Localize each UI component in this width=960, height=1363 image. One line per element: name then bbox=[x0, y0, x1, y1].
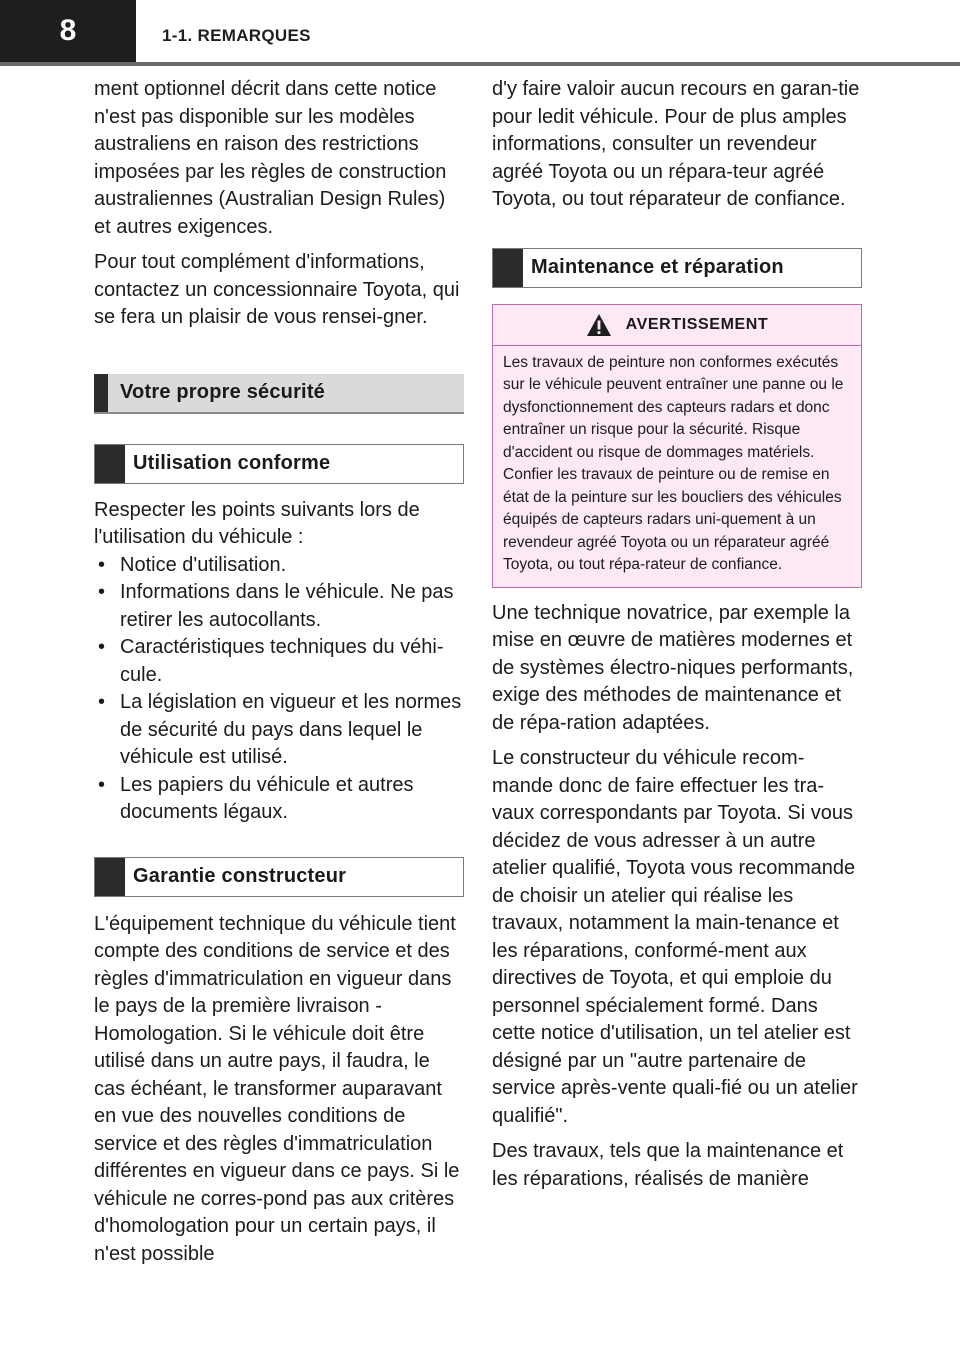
heading-tab bbox=[95, 858, 125, 896]
warning-text: Les travaux de peinture non conformes exécutés sur le véhicule peuvent entraîner une panne ou le dysfonctionnement des capteurs radars et donc entraîner un risque pour la sécurité. Risque d'accident ou risque de dommages matériels. Confier les travaux de peinture ou de remise en état de la peinture sur les boucliers des véhicules équipés de capteurs radars uni-quement à un revendeur agréé Toyota ou un réparateur agréé Toyota, ou tout répa-rateur de confiance. bbox=[503, 353, 844, 573]
continued-paragraph: d'y faire valoir aucun recours en garan-tie pour ledit véhicule. Pour de plus amples informations, consulter un revendeur agréé Toyota ou un répara-teur agréé Toyota, ou tout réparateur de confiance. bbox=[492, 78, 860, 210]
warning-triangle-icon bbox=[586, 313, 612, 337]
list-item bbox=[94, 579, 464, 634]
warranty-paragraph: L'équipement technique du véhicule tient compte des conditions de service et des règles d'immatriculation en vigueur dans le pays de la première livraison - Homologation. Si le véhicule doit être utilisé dans un autre pays, il faudra, le cas échéant, le transformer auparavant en vue des nouvelles conditions de service et des règles d'immatriculation différentes en vigueur dans ce pays. Si le véhicule ne corres-pond pas aux critères d'homologation pour un certain pays, il n'est possible bbox=[94, 912, 460, 1265]
warning-box bbox=[492, 304, 862, 588]
warning-header bbox=[493, 305, 861, 346]
bullet-dot: • bbox=[98, 553, 106, 576]
heading-warranty-label: Garantie constructeur bbox=[133, 865, 347, 887]
heading-maintenance bbox=[492, 248, 862, 288]
heading-maintenance-label: Maintenance et réparation bbox=[531, 256, 784, 278]
heading-safety bbox=[94, 374, 464, 414]
heading-usage-label: Utilisation conforme bbox=[133, 452, 331, 474]
recommend-paragraph: Le constructeur du véhicule recom-mande donc de faire effectuer les tra-vaux correspondants par Toyota. Si vous décidez de vous adresser à un autre atelier qualifié, Toyota vous recommande de choisir un atelier qui réalise les travaux, notamment la main-tenance et les réparations, conformé-ment aux directives de Toyota, et qui emploie du personnel spécialement formé. Dans cette notice d'utilisation, un tel atelier est désigné par un "autre partenaire de service après-vente quali-fié ou un atelier qualifié". bbox=[492, 747, 858, 1127]
list-item-text: La législation en vigueur et les normes de sécurité du pays dans lequel le véhicule est utilisé. bbox=[120, 691, 462, 768]
usage-intro: Respecter les points suivants lors de l'utilisation du véhicule : bbox=[94, 498, 420, 548]
list-item bbox=[94, 552, 464, 580]
bullet-dot: • bbox=[98, 773, 106, 796]
bullet-dot: • bbox=[98, 581, 106, 603]
list-item bbox=[94, 634, 464, 689]
last-paragraph: Des travaux, tels que la maintenance et les réparations, réalisés de manière bbox=[492, 1140, 844, 1190]
usage-list bbox=[94, 552, 464, 827]
list-item-text: Caractéristiques techniques du véhi-cule. bbox=[120, 636, 444, 686]
heading-safety-label: Votre propre sécurité bbox=[120, 381, 326, 403]
left-column bbox=[94, 76, 464, 1276]
page-header bbox=[0, 0, 960, 66]
list-item-text: Les papiers du véhicule et autres documents légaux. bbox=[120, 773, 414, 823]
list-item-text: Informations dans le véhicule. Ne pas retirer les autocollants. bbox=[120, 581, 454, 631]
bullet-dot: • bbox=[98, 636, 106, 658]
heading-tab bbox=[94, 374, 108, 412]
tech-paragraph: Une technique novatrice, par exemple la mise en œuvre de matières modernes et de systèmes électro-niques performants, exige des méthodes de maintenance et de répa-ration adaptées. bbox=[492, 601, 854, 734]
list-item-text: Notice d'utilisation. bbox=[120, 553, 287, 576]
section-title: 1-1. REMARQUES bbox=[162, 26, 311, 45]
right-column bbox=[492, 76, 862, 1201]
contact-paragraph: Pour tout complément d'informations, contactez un concessionnaire Toyota, qui se fera un plaisir de vous rensei-gner. bbox=[94, 251, 460, 328]
intro-paragraph: ment optionnel décrit dans cette notice n'est pas disponible sur les modèles australiens en raison des restrictions imposées par les règles de construction australiennes (Australian Design Rules) et autres exigences. bbox=[94, 78, 447, 238]
page-number: 8 bbox=[0, 0, 136, 62]
heading-tab bbox=[95, 445, 125, 483]
list-item bbox=[94, 772, 464, 827]
bullet-dot: • bbox=[98, 691, 106, 713]
heading-tab bbox=[493, 249, 523, 287]
warning-title: AVERTISSEMENT bbox=[625, 315, 769, 333]
header-rule bbox=[0, 62, 960, 66]
list-item bbox=[94, 689, 464, 772]
heading-warranty bbox=[94, 857, 464, 897]
heading-usage bbox=[94, 444, 464, 484]
